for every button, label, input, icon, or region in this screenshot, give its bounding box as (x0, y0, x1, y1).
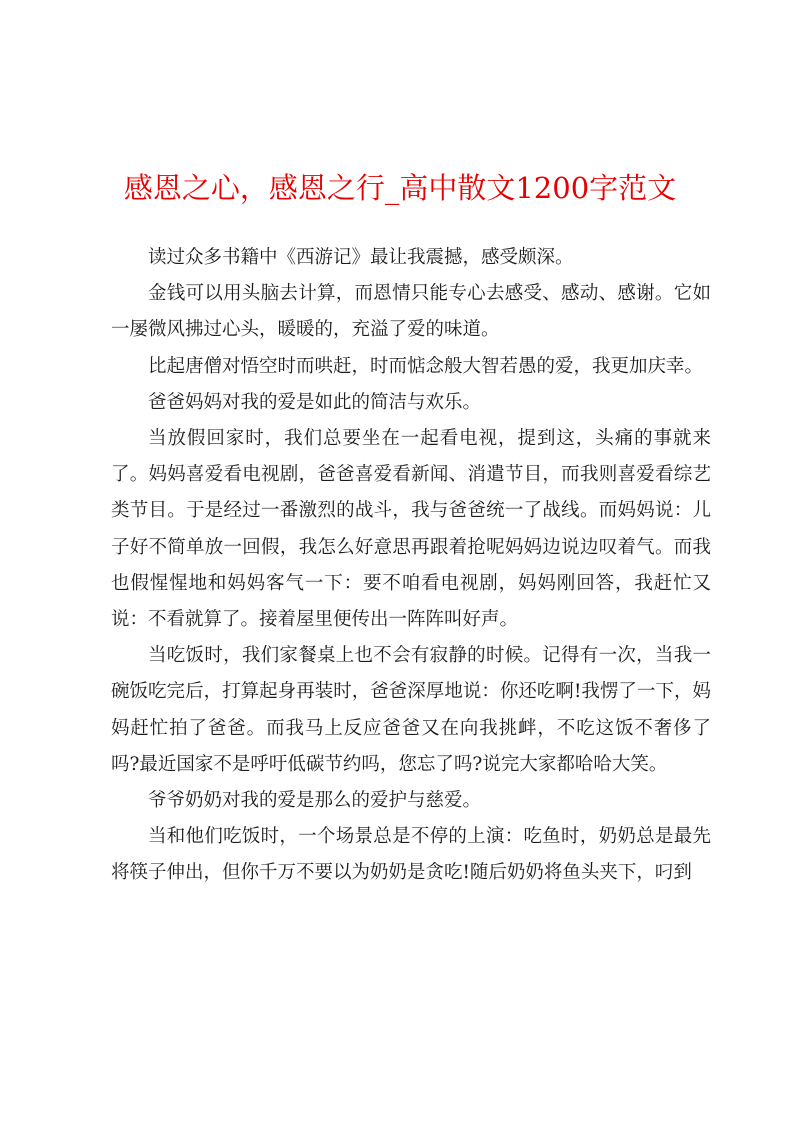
document-title: 感恩之心，感恩之行_高中散文1200字范文 (123, 171, 677, 205)
document-body (111, 240, 711, 892)
paragraph: 当放假回家时，我们总要坐在一起看电视，提到这，头痛的事就来了。妈妈喜爱看电视剧，爸爸喜爱看新闻、消遣节目，而我则喜爱看综艺类节目。于是经过一番激烈的战斗，我与爸爸统一了战线。而妈妈说：儿子好不简单放一回假，我怎么好意思再跟着抢呢妈妈边说边叹着气。而我也假惺惺地和妈妈客气一下：要不咱看电视剧，妈妈刚回答，我赶忙又说：不看就算了。接着屋里便传出一阵阵叫好声。 (111, 428, 711, 631)
paragraph: 当吃饭时，我们家餐桌上也不会有寂静的时候。记得有一次，当我一碗饭吃完后，打算起身再装时，爸爸深厚地说：你还吃啊!我愣了一下，妈妈赶忙拍了爸爸。而我马上反应爸爸又在向我挑衅，不吃这饭不奢侈了吗?最近国家不是呼吁低碳节约吗，您忘了吗?说完大家都哈哈大笑。 (111, 645, 711, 775)
paragraph: 当和他们吃饭时，一个场景总是不停的上演：吃鱼时，奶奶总是最先将筷子伸出，但你千万不要以为奶奶是贪吃!随后奶奶将鱼头夹下，叼到 (111, 826, 711, 884)
paragraph: 爸爸妈妈对我的爱是如此的简洁与欢乐。 (148, 391, 482, 413)
paragraph: 金钱可以用头脑去计算，而恩情只能专心去感受、感动、感谢。它如一屡微风拂过心头，暖暖的，充溢了爱的味道。 (111, 283, 711, 341)
paragraph: 爷爷奶奶对我的爱是那么的爱护与慈爱。 (148, 790, 482, 812)
paragraph: 读过众多书籍中《西游记》最让我震撼，感受颇深。 (148, 247, 574, 268)
paragraph: 比起唐僧对悟空时而哄赶，时而惦念般大智若愚的爱，我更加庆幸。 (148, 355, 704, 377)
